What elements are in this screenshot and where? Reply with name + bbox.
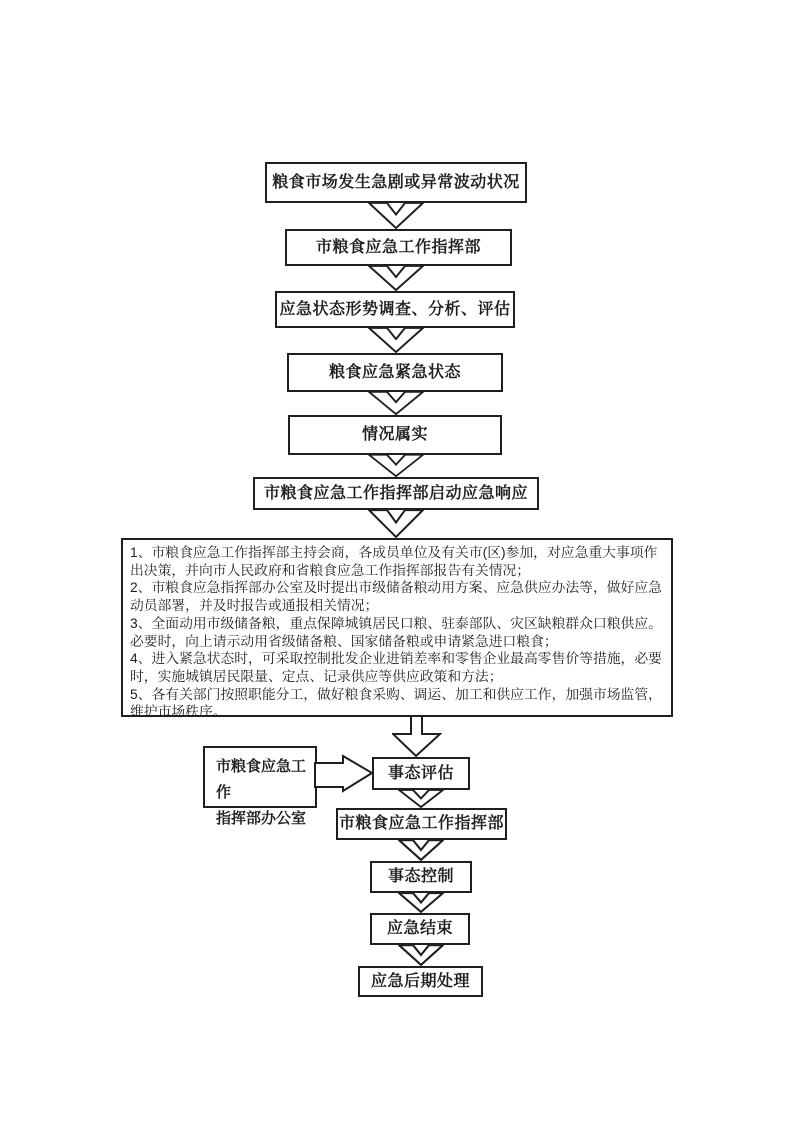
flow-box-emergency-state: 粮食应急紧急状态 [287, 353, 503, 392]
down-chevron-arrow-1 [368, 202, 424, 229]
side-box-office [203, 746, 317, 827]
flow-box-situation-verified: 情况属实 [288, 415, 502, 455]
flow-box-command-center-2: 市粮食应急工作指挥部 [336, 808, 507, 840]
down-block-arrow [392, 715, 442, 757]
measure-item-4: 4、进入紧急状态时，可采取控制批发企业进销差率和零售企业最高零售价等措施，必要时，实施城镇居民限量、定点、记录供应等供应政策和方法； [130, 651, 662, 684]
flow-box-command-center: 市粮食应急工作指挥部 [285, 229, 512, 266]
side-box-line-2: 指挥部办公室 [216, 810, 307, 827]
right-block-arrow [314, 752, 374, 794]
flow-box-post-processing: 应急后期处理 [358, 966, 483, 997]
flow-box-emergency-end: 应急结束 [370, 913, 470, 945]
down-chevron-arrow-5 [368, 454, 424, 477]
flow-box-situation-evaluation: 事态评估 [372, 757, 470, 790]
flow-box-situation-control: 事态控制 [370, 861, 472, 893]
flow-box-market-fluctuation: 粮食市场发生急剧或异常波动状况 [265, 162, 527, 203]
down-chevron-arrow-3 [368, 327, 424, 353]
down-chevron-arrow-6 [368, 509, 424, 538]
down-chevron-arrow-10 [398, 944, 444, 966]
down-chevron-arrow-4 [368, 391, 424, 415]
down-chevron-arrow-9 [398, 892, 444, 913]
measure-item-2: 2、市粮食应急指挥部办公室及时提出市级储备粮动用方案、应急供应办法等，做好应急动员部署，并及时报告或通报相关情况； [130, 580, 662, 614]
side-box-line-1: 市粮食应急工作 [216, 758, 307, 801]
down-chevron-arrow-2 [368, 265, 424, 291]
flow-box-activate-response: 市粮食应急工作指挥部启动应急响应 [253, 477, 539, 510]
measure-item-5: 5、各有关部门按照职能分工，做好粮食采购、调运、加工和供应工作，加强市场监管，维护市场秩序。 [130, 686, 662, 720]
down-chevron-arrow-7 [398, 789, 444, 808]
measures-box [121, 538, 673, 720]
measure-item-1: 1、市粮食应急工作指挥部主持会商，各成员单位及有关市(区)参加，对应急重大事项作出决策，并向市人民政府和省粮食应急工作指挥部报告有关情况； [130, 545, 658, 578]
down-chevron-arrow-8 [398, 839, 444, 861]
flow-box-situation-survey-analysis: 应急状态形势调查、分析、评估 [275, 291, 515, 328]
measure-item-3: 3、全面动用市级储备粮，重点保障城镇居民口粮、驻泰部队、灾区缺粮群众口粮供应。必要时，向上请示动用省级储备粮、国家储备粮或申请紧急进口粮食； [130, 615, 662, 649]
